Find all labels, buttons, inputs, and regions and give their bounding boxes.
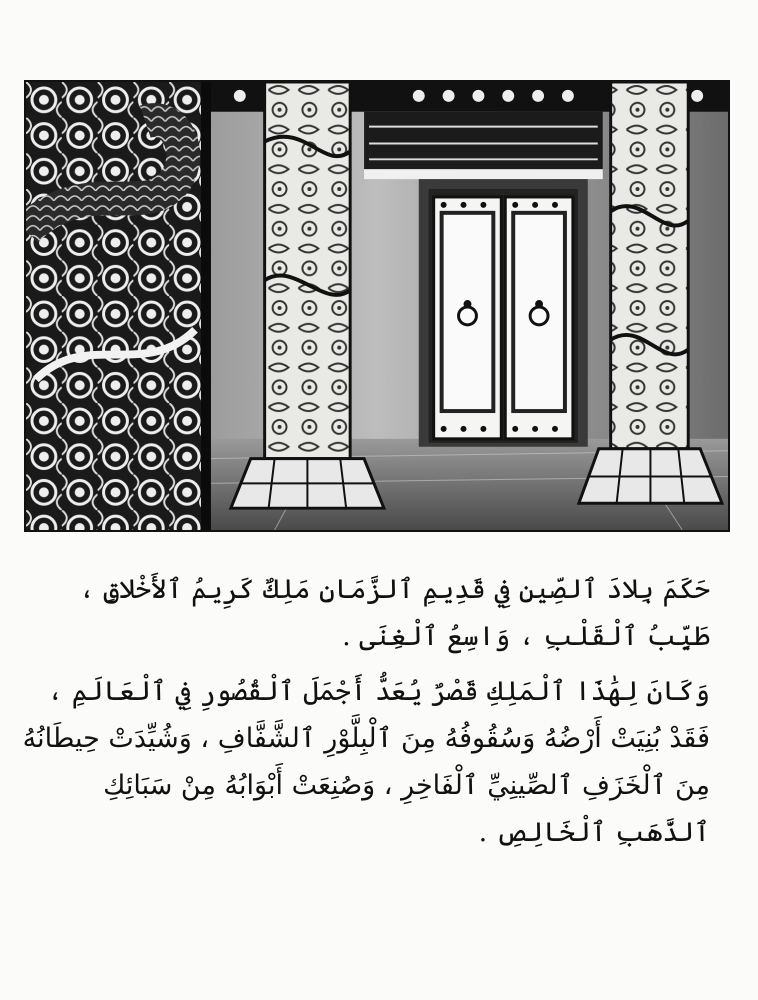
story-paragraph-2: [22, 668, 710, 856]
story-line: مِنَ ٱلْخَزَفِ ٱلصِّينِيِّ ٱلْفَاخِرِ ، وَصُنِعَتْ أَبْوَابُهُ مِنْ سَبَائِكِ: [103, 770, 710, 801]
story-line: طَيِّبُ ٱلْقَلْبِ ، وَاسِعُ ٱلْغِنَى .: [342, 621, 710, 652]
story-text: [22, 566, 710, 856]
story-line: حَكَمَ بِلادَ ٱلصِّينِ فِي قَدِيمِ ٱلزَّمَانِ مَلِكٌ كَرِيمُ ٱلأَخْلاقِ ،: [79, 574, 710, 605]
story-line: فَقَدْ بُنِيَتْ أَرْضُهُ وَسُقُوفُهُ مِنَ ٱلْبِلَّوْرِ ٱلشَّفَّافِ ، وَشُيِّدَتْ حِيطَانُهُ: [22, 723, 710, 754]
palace-hall-drawing: [26, 82, 728, 530]
story-line: ٱلذَّهَبِ ٱلْخَالِصِ .: [478, 817, 710, 848]
story-line: وَكَانَ لِهَٰذَا ٱلْمَلِكِ قَصْرٌ يُعَدُّ أَجْمَلَ ٱلْقُصُورِ فِي ٱلْعَالَمِ ،: [47, 676, 710, 707]
palace-illustration: [24, 80, 730, 532]
story-paragraph-1: [70, 566, 710, 660]
